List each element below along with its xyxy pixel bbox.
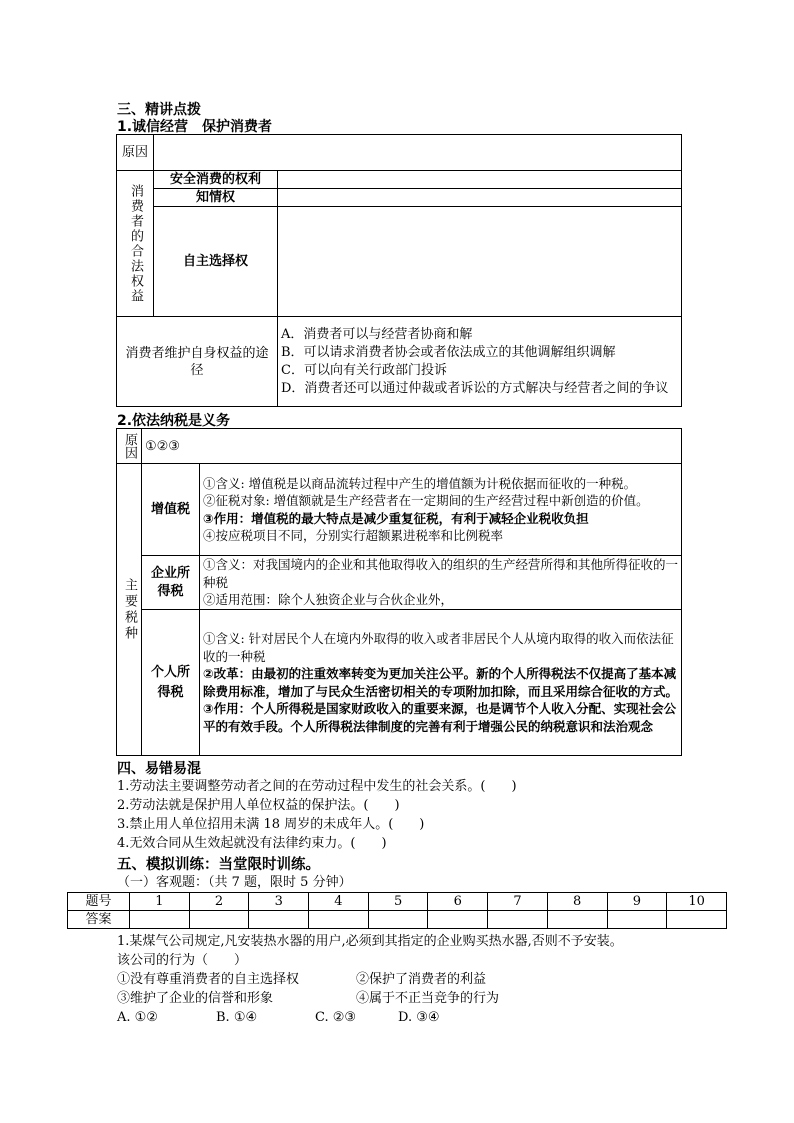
main-tax-label: 主要税种 xyxy=(117,464,142,756)
way-item: B．可以请求消费者协会或者依法成立的其他调解组织调解 xyxy=(281,344,616,360)
question-number: 8 xyxy=(547,893,607,911)
question-1-stem-cont: 该公司的行为（ ） xyxy=(117,953,248,968)
vat-line: ①含义: 增值税是以商品流转过程中产生的增值额为计税依据而征收的一种税。 xyxy=(203,475,637,491)
answer-cell[interactable] xyxy=(309,911,369,929)
error-item-3: 3.禁止用人单位招用未满 18 周岁的未成年人。( ) xyxy=(117,817,425,832)
tax-table xyxy=(116,428,682,756)
answer-choice-b[interactable]: B. ①④ xyxy=(216,1010,258,1025)
corp-tax-label: 企业所得税 xyxy=(142,556,200,610)
answer-cell[interactable] xyxy=(488,911,548,929)
tax-reason-label: 原因 xyxy=(117,429,142,464)
objective-subtitle: （一）客观题：（共 7 题，限时 5 分钟） xyxy=(117,875,352,890)
question-number-label: 题号 xyxy=(68,893,130,911)
pit-line: ①含义: 针对居民个人在境内外取得的收入或者非居民个人从境内取得的收入而依法征收的一种税 xyxy=(203,631,674,664)
vat-line: ④按应税项目不同，分别实行超额累进税率和比例税率 xyxy=(203,528,504,543)
option-2: ②保护了消费者的利益 xyxy=(356,972,487,987)
pit-line: ②改革：由最初的注重效率转变为更加关注公平。新的个人所得税法不仅提高了基本减除费用标准，增加了与民众生活密切相关的专项附加扣除，而且采用综合征收的方式。 xyxy=(203,666,679,699)
vat-content xyxy=(200,464,682,556)
way-item: A．消费者可以与经营者协商和解 xyxy=(281,326,473,342)
answer-cell[interactable] xyxy=(189,911,249,929)
answer-cell[interactable] xyxy=(667,911,727,929)
answer-cell[interactable] xyxy=(428,911,488,929)
section-title-5: 五、模拟训练：当堂限时训练。 xyxy=(117,857,320,873)
right-information: 知情权 xyxy=(154,189,278,207)
pit-label: 个人所得税 xyxy=(142,610,200,756)
question-1-stem: 1.某煤气公司规定,凡安装热水器的用户,必须到其指定的企业购买热水器,否则不予安装。 xyxy=(117,934,623,949)
question-number: 6 xyxy=(428,893,488,911)
question-number: 1 xyxy=(130,893,190,911)
question-number: 2 xyxy=(189,893,249,911)
answer-label: 答案 xyxy=(68,911,130,929)
right-choice-value xyxy=(278,207,682,317)
corp-line: ②适用范围：除个人独资企业与合伙企业外， xyxy=(203,592,454,608)
question-number: 9 xyxy=(607,893,667,911)
answer-choice-d[interactable]: D. ③④ xyxy=(398,1010,440,1025)
right-safety-value xyxy=(278,171,682,189)
vat-label: 增值税 xyxy=(142,464,200,556)
answer-cell[interactable] xyxy=(130,911,190,929)
answer-choice-a[interactable]: A. ①② xyxy=(117,1010,158,1025)
question-number: 7 xyxy=(488,893,548,911)
question-number: 5 xyxy=(368,893,428,911)
option-3: ③维护了企业的信誉和形象 xyxy=(117,991,274,1006)
question-number: 10 xyxy=(667,893,727,911)
error-item-1: 1.劳动法主要调整劳动者之间的在劳动过程中发生的社会关系。( ) xyxy=(117,779,517,794)
vat-line: ②征税对象: 增值额就是生产经营者在一定期间的生产经营过程中新创造的价值。 xyxy=(203,493,649,508)
answer-cell[interactable] xyxy=(368,911,428,929)
ways-label: 消费者维护自身权益的途径 xyxy=(117,317,278,407)
error-item-4: 4.无效合同从生效起就没有法律约束力。( ) xyxy=(117,836,387,851)
option-4: ④属于不正当竞争的行为 xyxy=(356,991,500,1006)
subsection-title-2: 2.依法纳税是义务 xyxy=(117,413,231,429)
section-title-4: 四、易错易混 xyxy=(117,761,201,777)
pit-content xyxy=(200,610,682,756)
pit-line: ③作用：个人所得税是国家财政收入的重要来源，也是调节个人收入分配、实现社会公平的有效手段。个人所得税法律制度的完善有利于增强公民的纳税意识和法治观念 xyxy=(203,701,677,734)
question-number: 4 xyxy=(309,893,369,911)
way-item: C．可以向有关行政部门投诉 xyxy=(281,362,447,378)
answer-cell[interactable] xyxy=(607,911,667,929)
error-item-2: 2.劳动法就是保护用人单位权益的保护法。( ) xyxy=(117,798,400,813)
way-item: D．消费者还可以通过仲裁或者诉讼的方式解决与经营者之间的争议 xyxy=(281,380,669,396)
answer-sheet-table xyxy=(67,892,727,929)
right-choice: 自主选择权 xyxy=(154,207,278,317)
reason-label: 原因 xyxy=(117,135,154,171)
right-information-value xyxy=(278,189,682,207)
tax-reason-value: ①②③ xyxy=(142,429,682,464)
vat-line: ③作用：增值税的最大特点是减少重复征税，有利于减轻企业税收负担 xyxy=(203,510,589,526)
question-number: 3 xyxy=(249,893,309,911)
section-title-3: 三、精讲点拨 xyxy=(117,102,201,118)
answer-cell[interactable] xyxy=(547,911,607,929)
answer-choice-c[interactable]: C. ②③ xyxy=(315,1010,357,1025)
reason-value-cell xyxy=(154,135,682,171)
option-1: ①没有尊重消费者的自主选择权 xyxy=(117,972,300,987)
answer-cell[interactable] xyxy=(249,911,309,929)
rights-label: 消费者的合法权益 xyxy=(117,171,154,317)
corp-tax-content xyxy=(200,556,682,610)
right-safety: 安全消费的权利 xyxy=(154,171,278,189)
subsection-title-1: 1.诚信经营 保护消费者 xyxy=(117,119,273,135)
corp-line: ①含义：对我国境内的企业和其他取得收入的组织的生产经营所得和其他所得征收的一种税 xyxy=(203,557,679,590)
ways-list xyxy=(278,317,682,407)
consumer-rights-table xyxy=(116,134,682,407)
